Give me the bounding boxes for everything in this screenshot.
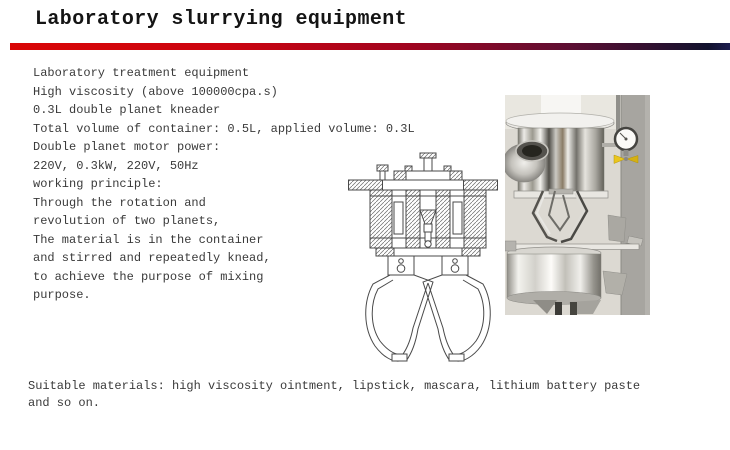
spec-line: and stirred and repeatedly knead, <box>33 251 271 265</box>
title-divider <box>10 43 730 50</box>
spec-line: High viscosity (above 100000cpa.s) <box>33 84 278 99</box>
diagram-top-shaft <box>377 153 462 180</box>
spec-line: revolution of two planets, <box>33 214 221 228</box>
equipment-photo <box>505 95 650 315</box>
kneader-cross-section-diagram <box>348 150 498 368</box>
diagram-gearbox <box>370 190 486 256</box>
diagram-left-paddle <box>366 275 433 361</box>
spec-line: 220V, 0.3kW, 220V, 50Hz <box>33 158 199 173</box>
spec-line: working principle: <box>33 177 163 191</box>
suitable-materials-text <box>28 378 640 412</box>
spec-line: 0.3L double planet kneader <box>33 103 221 117</box>
kneader-drawing-svg <box>348 150 498 368</box>
spec-line: The material is in the container <box>33 232 264 247</box>
spec-line: to achieve the purpose of mixing <box>33 269 264 284</box>
spec-line: Double planet motor power: <box>33 140 221 154</box>
diagram-mounting-plate <box>349 180 498 190</box>
page-title: Laboratory slurrying equipment <box>35 8 408 31</box>
spec-line: Through the rotation and <box>33 195 206 210</box>
mixing-head <box>505 113 614 198</box>
spec-line: Laboratory treatment equipment <box>33 66 250 80</box>
spec-line: Total volume of container: 0.5L, applied volume: 0.3L <box>33 121 415 136</box>
footer-line: and so on. <box>28 396 101 410</box>
diagram-left-hub <box>388 256 414 275</box>
diagram-right-hub <box>442 256 468 275</box>
equipment-photo-svg <box>505 95 650 315</box>
spec-line: purpose. <box>33 288 91 302</box>
footer-line: Suitable materials: high viscosity ointment, lipstick, mascara, lithium battery paste <box>28 379 641 393</box>
diagram-right-paddle <box>423 275 490 361</box>
